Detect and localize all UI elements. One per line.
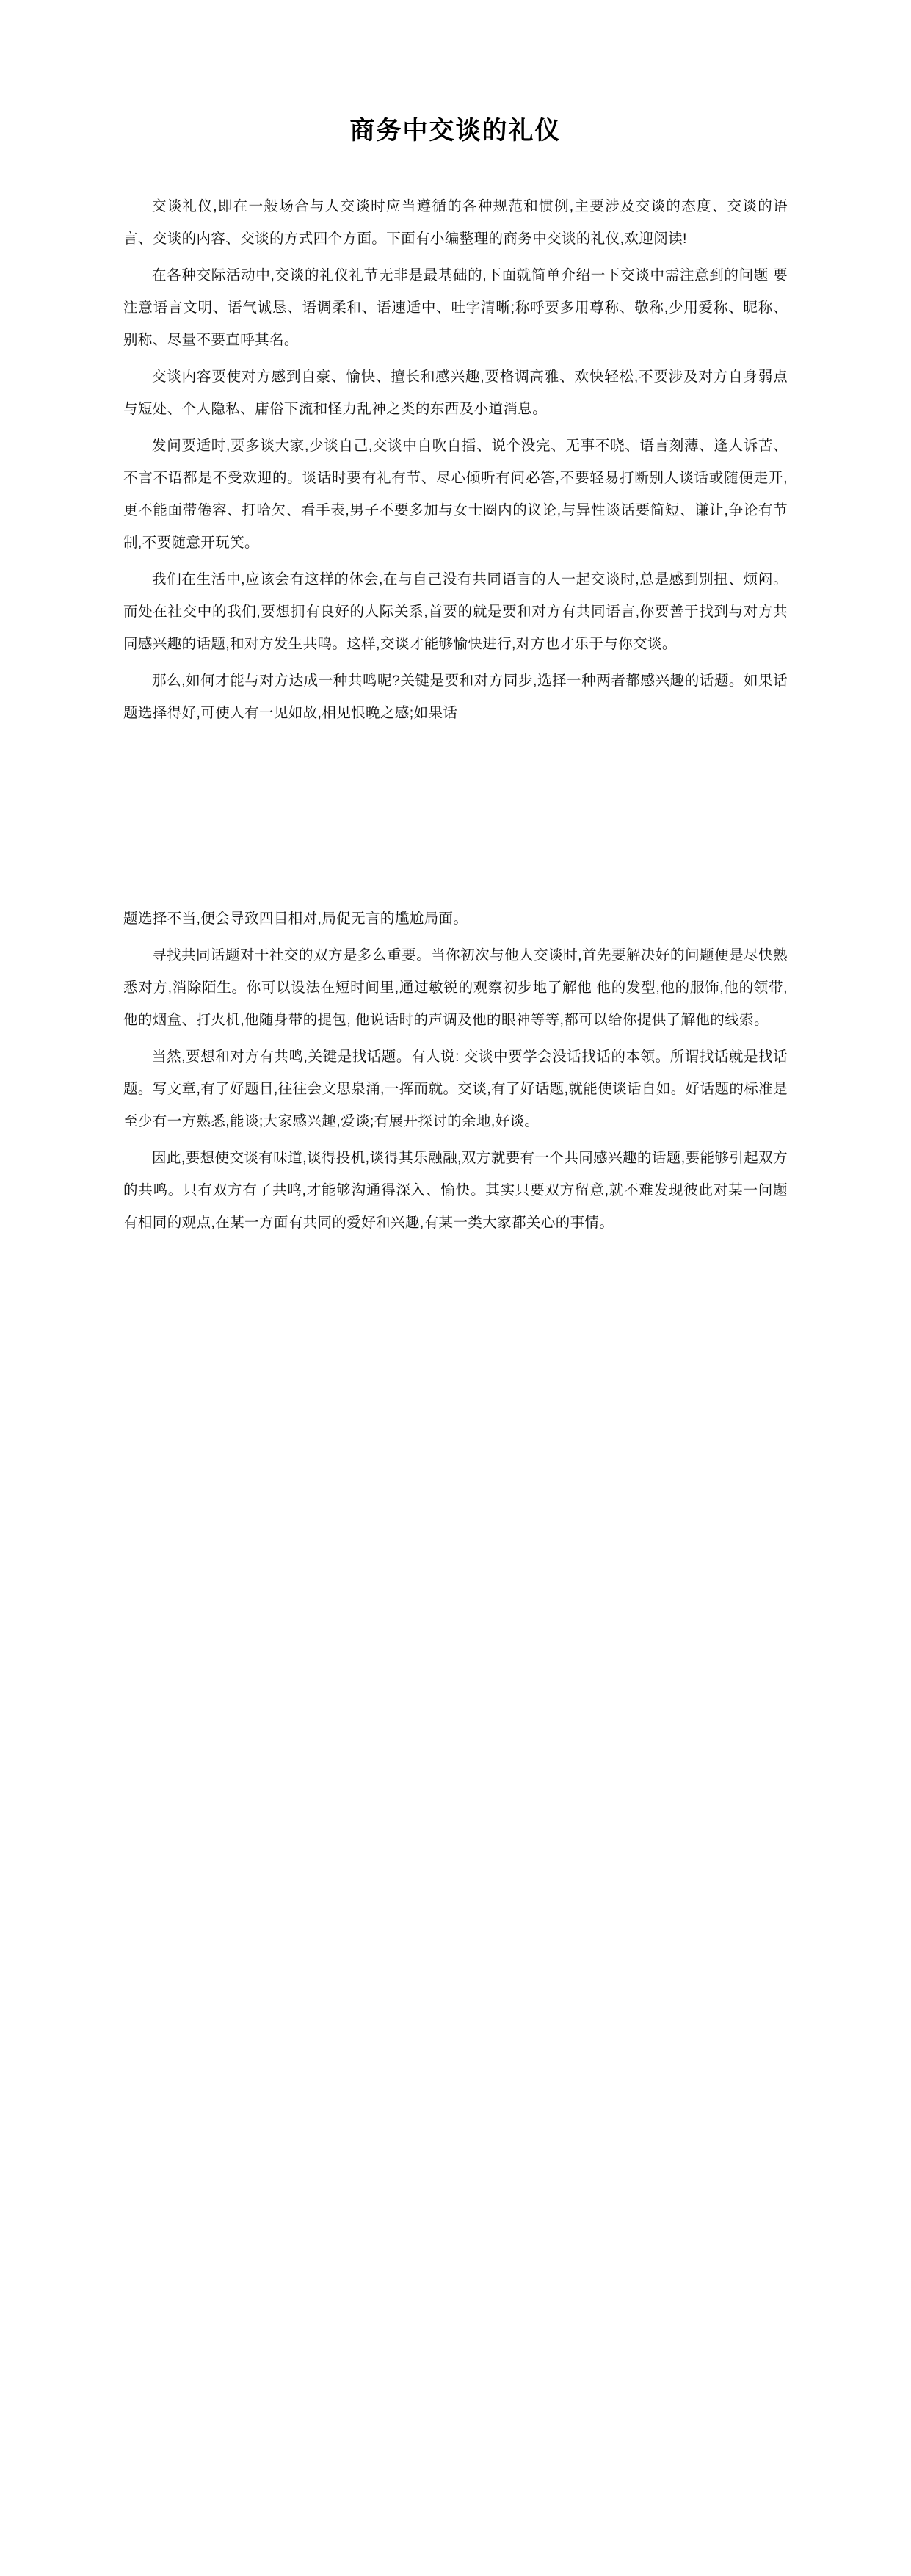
paragraph: 题选择不当,便会导致四目相对,局促无言的尴尬局面。 xyxy=(123,911,468,927)
paragraph: 我们在生活中,应该会有这样的体会,在与自己没有共同语言的人一起交谈时,总是感到别扭、烦闷。而处在社交中的我们,要想拥有良好的人际关系,首要的就是要和对方有共同语言,你要善于找到与对方共同感兴趣的话题,和对方发生共鸣。这样,交谈才能够愉快进行,对方也才乐于与你交谈。 xyxy=(123,571,788,652)
paragraph: 那么,如何才能与对方达成一种共鸣呢?关键是要和对方同步,选择一种两者都感兴趣的话题。如果话题选择得好,可使人有一见如故,相见恨晚之感;如果话 xyxy=(123,673,788,721)
paragraph: 因此,要想使交谈有味道,谈得投机,谈得其乐融融,双方就要有一个共同感兴趣的话题,要能够引起双方的共鸣。只有双方有了共鸣,才能够沟通得深入、愉快。其实只要双方留意,就不难发现彼此对某一问题有相同的观点,在某一方面有共同的爱好和兴趣,有某一类大家都关心的事情。 xyxy=(123,1150,788,1231)
paragraph: 寻找共同话题对于社交的双方是多么重要。当你初次与他人交谈时,首先要解决好的问题便是尽快熟悉对方,消除陌生。你可以设法在短时间里,通过敏锐的观察初步地了解他 他的发型,他的服饰,他的领带,他的烟盒、打火机,他随身带的提包, 他说话时的声调及他的眼神等等,都可以给你提供了解他的线索。 xyxy=(123,947,788,1028)
paragraph: 在各种交际活动中,交谈的礼仪礼节无非是最基础的,下面就简单介绍一下交谈中需注意到的问题 要注意语言文明、语气诚恳、语调柔和、语速适中、吐字清晰;称呼要多用尊称、敬称,少用爱称、昵称、别称、尽量不要直呼其名。 xyxy=(123,267,788,348)
paragraph: 发问要适时,要多谈大家,少谈自己,交谈中自吹自擂、说个没完、无事不晓、语言刻薄、逢人诉苦、不言不语都是不受欢迎的。谈话时要有礼有节、尽心倾听有问必答,不要轻易打断别人谈话或随便走开,更不能面带倦容、打哈欠、看手表,男子不要多加与女士圈内的议论,与异性谈话要简短、谦让,争论有节制,不要随意开玩笑。 xyxy=(123,438,788,551)
article-body-top xyxy=(123,190,788,729)
page-title: 商务中交谈的礼仪 xyxy=(349,117,562,145)
paragraph: 交谈礼仪,即在一般场合与人交谈时应当遵循的各种规范和惯例,主要涉及交谈的态度、交谈的语言、交谈的内容、交谈的方式四个方面。下面有小编整理的商务中交谈的礼仪,欢迎阅读! xyxy=(123,198,788,247)
page-break-gap xyxy=(123,734,788,902)
paragraph: 当然,要想和对方有共鸣,关键是找话题。有人说: 交谈中要学会没话找话的本领。所谓找话就是找话题。写文章,有了好题目,往往会文思泉涌,一挥而就。交谈,有了好话题,就能使谈话自如。好话题的标准是 至少有一方熟悉,能谈;大家感兴趣,爱谈;有展开探讨的余地,好谈。 xyxy=(123,1049,788,1129)
article-body-bottom xyxy=(123,902,788,1239)
paragraph: 交谈内容要使对方感到自豪、愉快、擅长和感兴趣,要格调高雅、欢快轻松,不要涉及对方自身弱点与短处、个人隐私、庸俗下流和怪力乱神之类的东西及小道消息。 xyxy=(123,369,788,417)
